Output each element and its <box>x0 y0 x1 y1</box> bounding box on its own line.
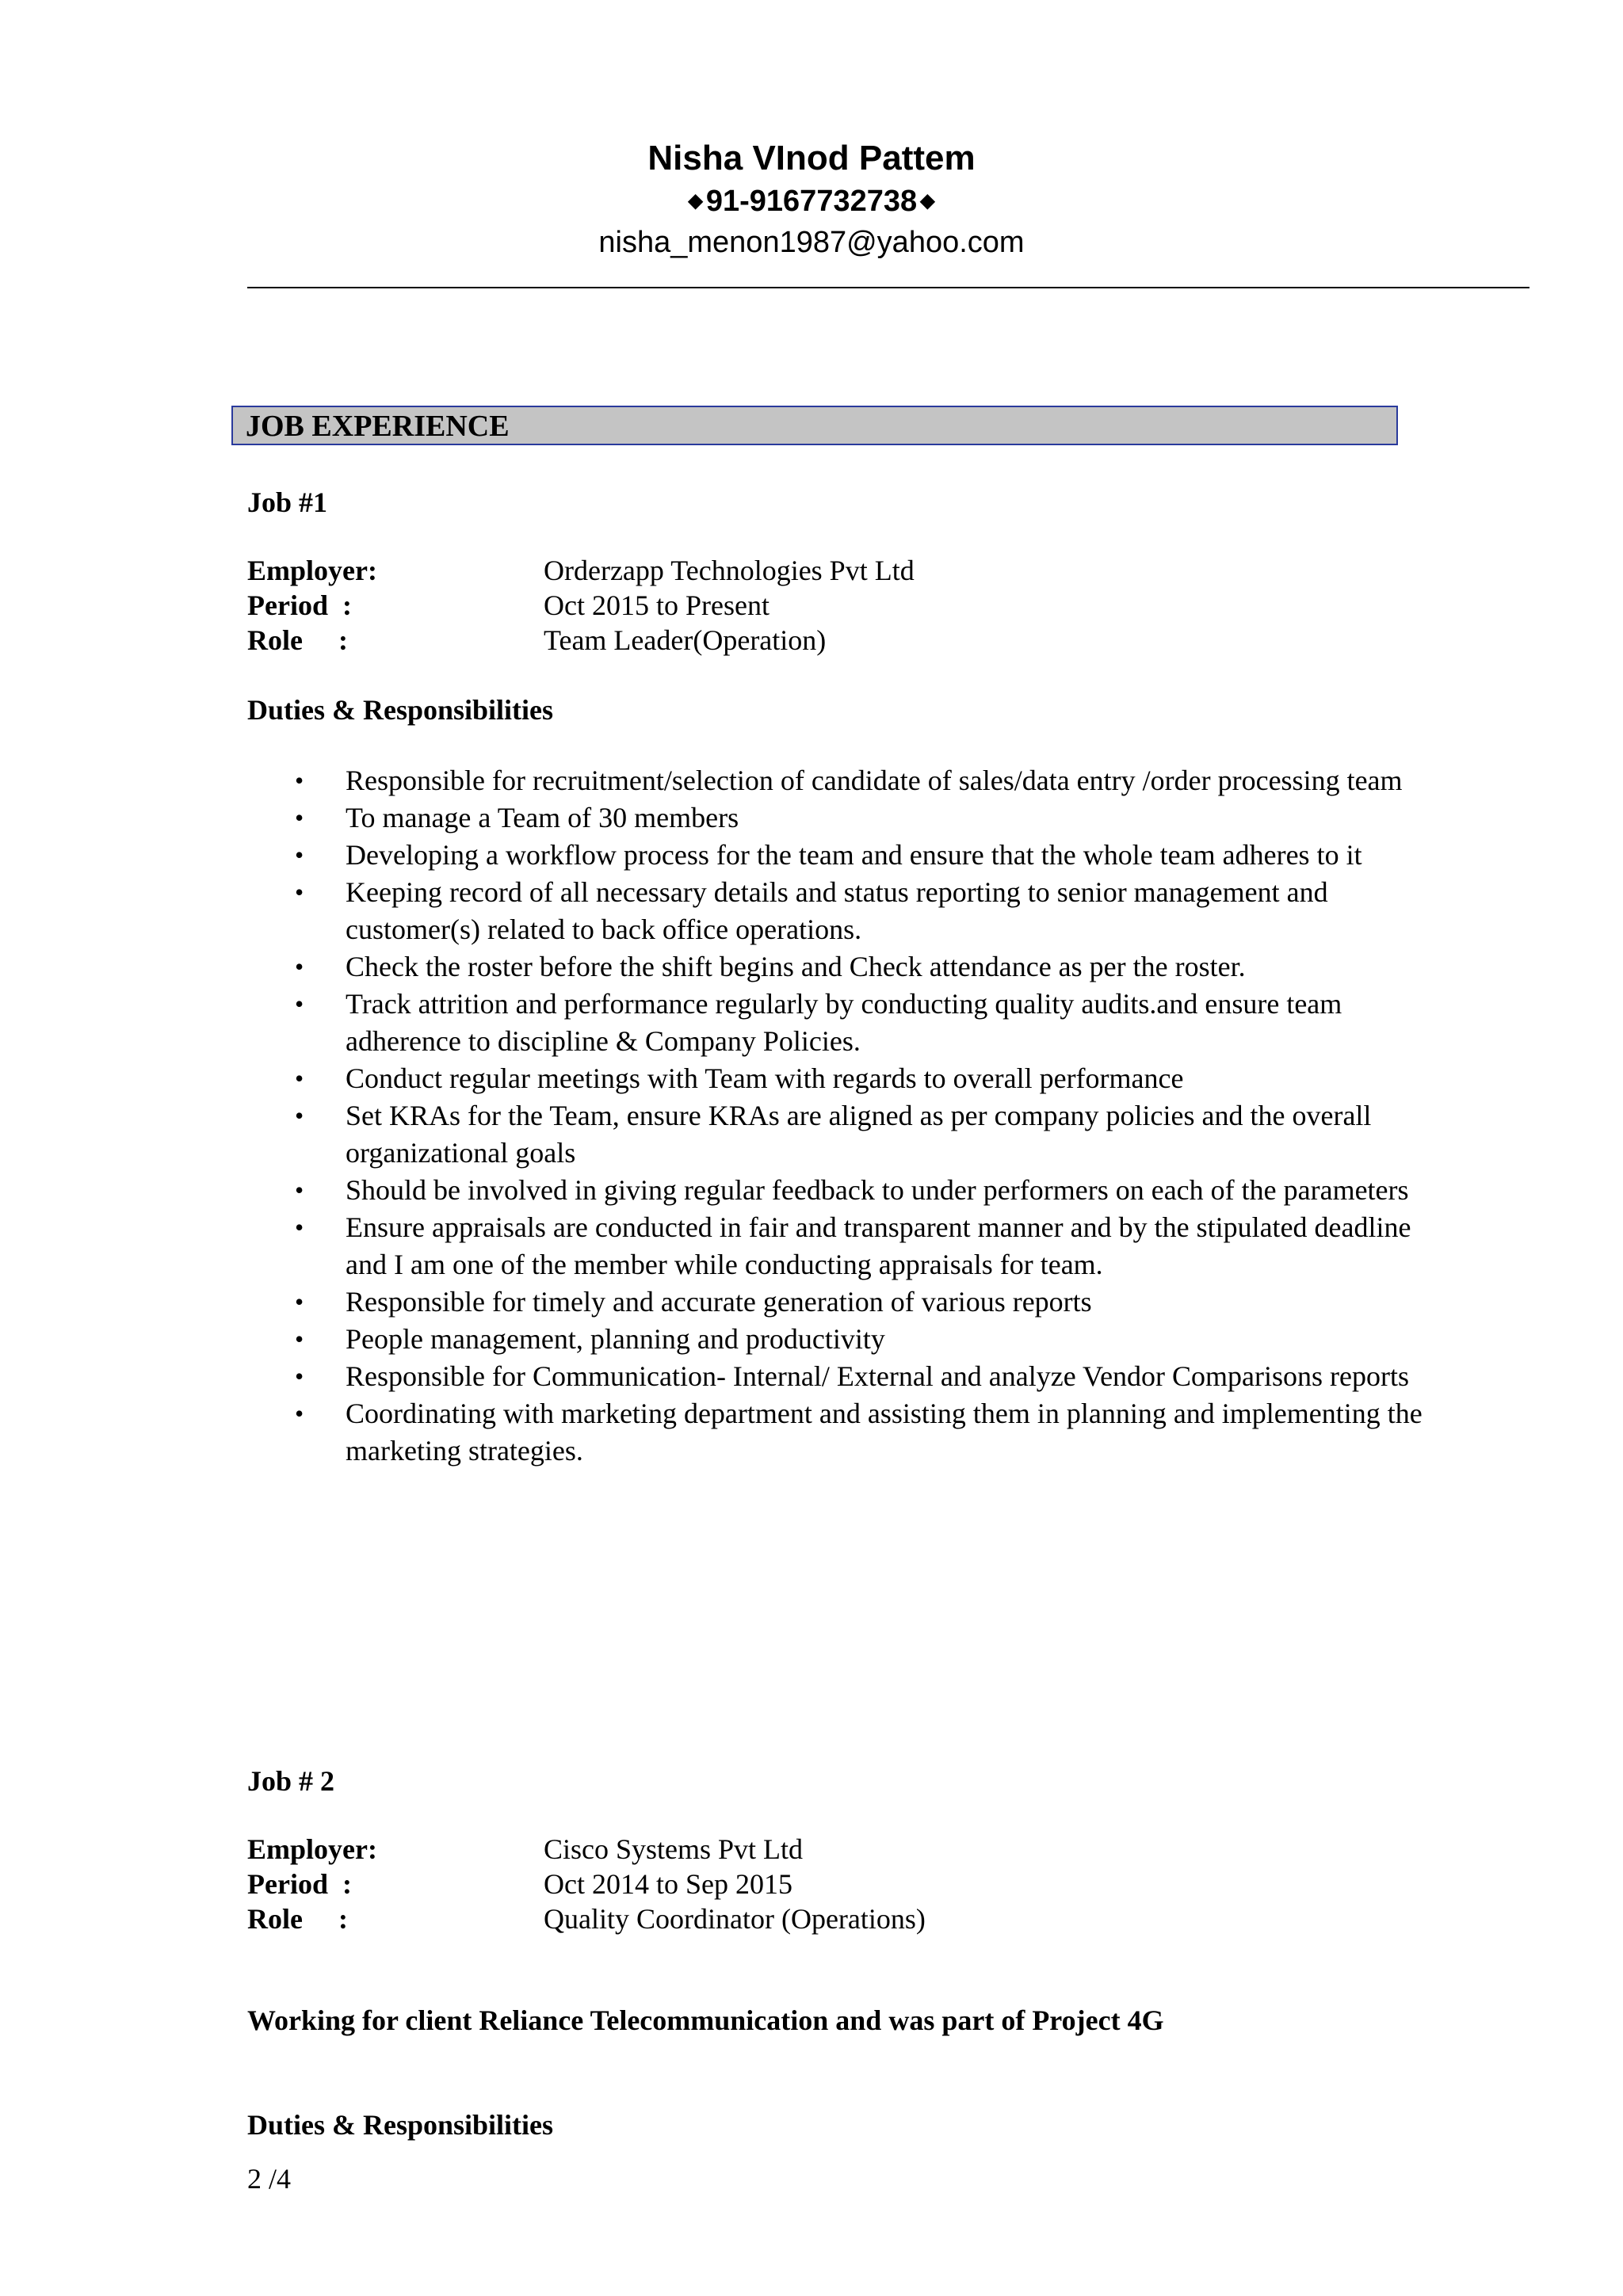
list-item <box>247 986 1436 1060</box>
list-item <box>247 1321 1436 1358</box>
email-address: nisha_menon1987@yahoo.com <box>598 226 1025 259</box>
job1-period-value: Oct 2015 to Present <box>544 589 769 621</box>
duty-text: Responsible for Communication- Internal/ External and analyze Vendor Comparisons reports <box>346 1360 1410 1392</box>
job1-duties-list <box>247 762 1436 1470</box>
bullet-icon: • <box>295 841 304 869</box>
bullet-icon: • <box>295 1325 304 1353</box>
job1-period-label: Period : <box>247 589 352 621</box>
job2-client-note: Working for client Reliance Telecommunication and was part of Project 4G <box>247 2004 1164 2036</box>
job2-duties-heading: Duties & Responsibilities <box>247 2109 554 2141</box>
job2-heading: Job # 2 <box>247 1765 335 1797</box>
job2-employer-value: Cisco Systems Pvt Ltd <box>544 1833 804 1865</box>
duty-text: Set KRAs for the Team, ensure KRAs are aligned as per company policies and the overall organizational goals <box>346 1100 1372 1169</box>
bullet-icon: • <box>295 1064 304 1093</box>
duty-text: Keeping record of all necessary details and status reporting to senior management and customer(s) related to back office operations. <box>346 876 1328 945</box>
list-item <box>247 1060 1436 1097</box>
list-item <box>247 762 1436 799</box>
list-item <box>247 1172 1436 1209</box>
list-item <box>247 1358 1436 1395</box>
bullet-icon: • <box>295 990 304 1018</box>
duty-text: Responsible for recruitment/selection of candidate of sales/data entry /order processing team <box>346 765 1403 796</box>
bullet-icon: • <box>295 1176 304 1204</box>
duty-text: Coordinating with marketing department and assisting them in planning and implementing the marketing strategies. <box>346 1398 1423 1466</box>
page-number: 2 /4 <box>247 2163 292 2195</box>
bullet-icon: • <box>295 1213 304 1241</box>
duty-text: Track attrition and performance regularly by conducting quality audits.and ensure team adherence to discipline & Company Policies. <box>346 988 1342 1057</box>
duty-text: Check the roster before the shift begins and Check attendance as per the roster. <box>346 951 1246 982</box>
duty-text: To manage a Team of 30 members <box>346 802 739 833</box>
list-item <box>247 1209 1436 1283</box>
list-item <box>247 799 1436 837</box>
job2-period-value: Oct 2014 to Sep 2015 <box>544 1868 792 1900</box>
job1-role-label: Role : <box>247 624 348 656</box>
job2-role-value: Quality Coordinator (Operations) <box>544 1903 926 1935</box>
phone-line <box>0 181 1623 222</box>
job1-employer-value: Orderzapp Technologies Pvt Ltd <box>544 555 915 586</box>
diamond-icon: ◆ <box>920 190 935 212</box>
list-item <box>247 1097 1436 1172</box>
job2-period-label: Period : <box>247 1868 352 1900</box>
job1-role-value: Team Leader(Operation) <box>544 624 827 656</box>
list-item <box>247 874 1436 948</box>
bullet-icon: • <box>295 1399 304 1428</box>
section-title: JOB EXPERIENCE <box>246 410 510 443</box>
list-item <box>247 1283 1436 1321</box>
resume-header <box>0 136 1623 263</box>
bullet-icon: • <box>295 803 304 832</box>
list-item <box>247 1395 1436 1470</box>
job1-employer-label: Employer: <box>247 555 377 586</box>
job2-employer-label: Employer: <box>247 1833 377 1865</box>
list-item <box>247 837 1436 874</box>
header-divider <box>247 287 1529 288</box>
duty-text: Developing a workflow process for the team and ensure that the whole team adheres to it <box>346 839 1362 871</box>
job1-heading: Job #1 <box>247 486 328 518</box>
duty-text: Conduct regular meetings with Team with regards to overall performance <box>346 1062 1184 1094</box>
bullet-icon: • <box>295 1101 304 1130</box>
candidate-name: Nisha VInod Pattem <box>647 139 976 177</box>
bullet-icon: • <box>295 952 304 981</box>
job1-duties-heading: Duties & Responsibilities <box>247 694 554 726</box>
section-header-job-experience <box>231 406 1398 445</box>
bullet-icon: • <box>295 878 304 906</box>
bullet-icon: • <box>295 766 304 795</box>
duty-text: Ensure appraisals are conducted in fair and transparent manner and by the stipulated deadline and I am one of the member while conducting appraisals for team. <box>346 1211 1411 1280</box>
duty-text: Responsible for timely and accurate generation of various reports <box>346 1286 1092 1318</box>
diamond-icon: ◆ <box>688 190 703 212</box>
duty-text: Should be involved in giving regular feedback to under performers on each of the parameters <box>346 1174 1409 1206</box>
list-item <box>247 948 1436 986</box>
bullet-icon: • <box>295 1362 304 1390</box>
duty-text: People management, planning and productivity <box>346 1323 885 1355</box>
job2-role-label: Role : <box>247 1903 348 1935</box>
bullet-icon: • <box>295 1287 304 1316</box>
phone-number: 91-9167732738 <box>705 185 918 218</box>
